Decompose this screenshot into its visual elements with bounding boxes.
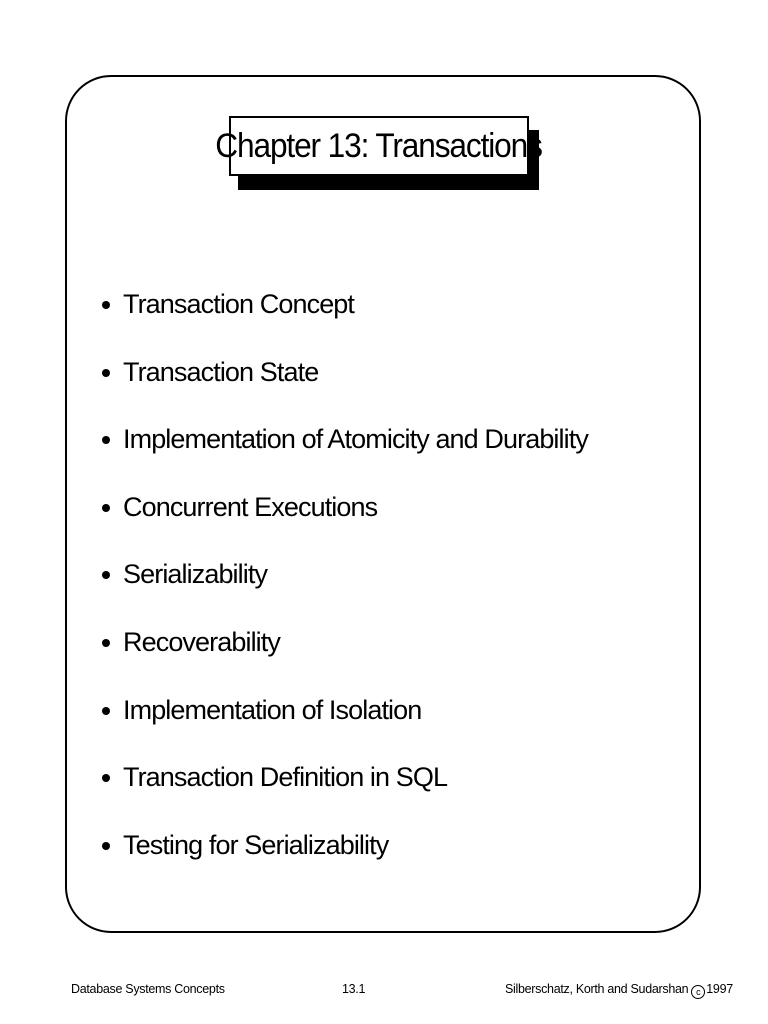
bullet-text: Transaction Definition in SQL	[123, 762, 448, 793]
footer-slide-number: 13.1	[342, 982, 366, 996]
bullet-item	[102, 552, 588, 620]
bullet-text: Transaction Concept	[123, 289, 355, 319]
bullet-item	[102, 755, 588, 823]
footer-book-title: Database Systems Concepts	[71, 982, 225, 996]
bullet-item	[102, 485, 588, 553]
bullet-text: Implementation of Isolation	[123, 694, 422, 725]
bullet-icon	[102, 436, 110, 444]
bullet-icon	[102, 504, 110, 512]
bullet-text: Recoverability	[123, 626, 280, 657]
bullet-text: Testing for Serializability	[123, 829, 389, 860]
title-box	[215, 116, 543, 176]
bullet-text: Implementation of Atomicity and Durability	[123, 424, 588, 455]
copyright-icon: c	[691, 985, 705, 999]
bullet-icon	[102, 571, 110, 579]
bullet-icon	[102, 301, 110, 309]
bullet-item	[102, 688, 588, 756]
bullet-icon	[102, 639, 110, 647]
title-wrapper	[215, 116, 543, 176]
bullet-icon	[102, 707, 110, 715]
footer-authors-text: Silberschatz, Korth and Sudarshan	[505, 982, 689, 996]
bullet-text: Serializability	[123, 559, 268, 590]
bullet-item	[102, 350, 588, 418]
bullet-list	[102, 282, 588, 890]
bullet-text: Transaction State	[123, 356, 319, 387]
slide-title: Chapter 13: Transactions	[215, 126, 543, 165]
bullet-icon	[102, 774, 110, 782]
bullet-icon	[102, 842, 110, 850]
bullet-item	[102, 417, 588, 485]
bullet-item	[102, 823, 588, 891]
footer-authors	[505, 982, 733, 999]
bullet-item	[102, 282, 588, 350]
bullet-icon	[102, 369, 110, 377]
bullet-text: Concurrent Executions	[123, 491, 378, 522]
footer-year: 1997	[706, 982, 733, 996]
bullet-item	[102, 620, 588, 688]
